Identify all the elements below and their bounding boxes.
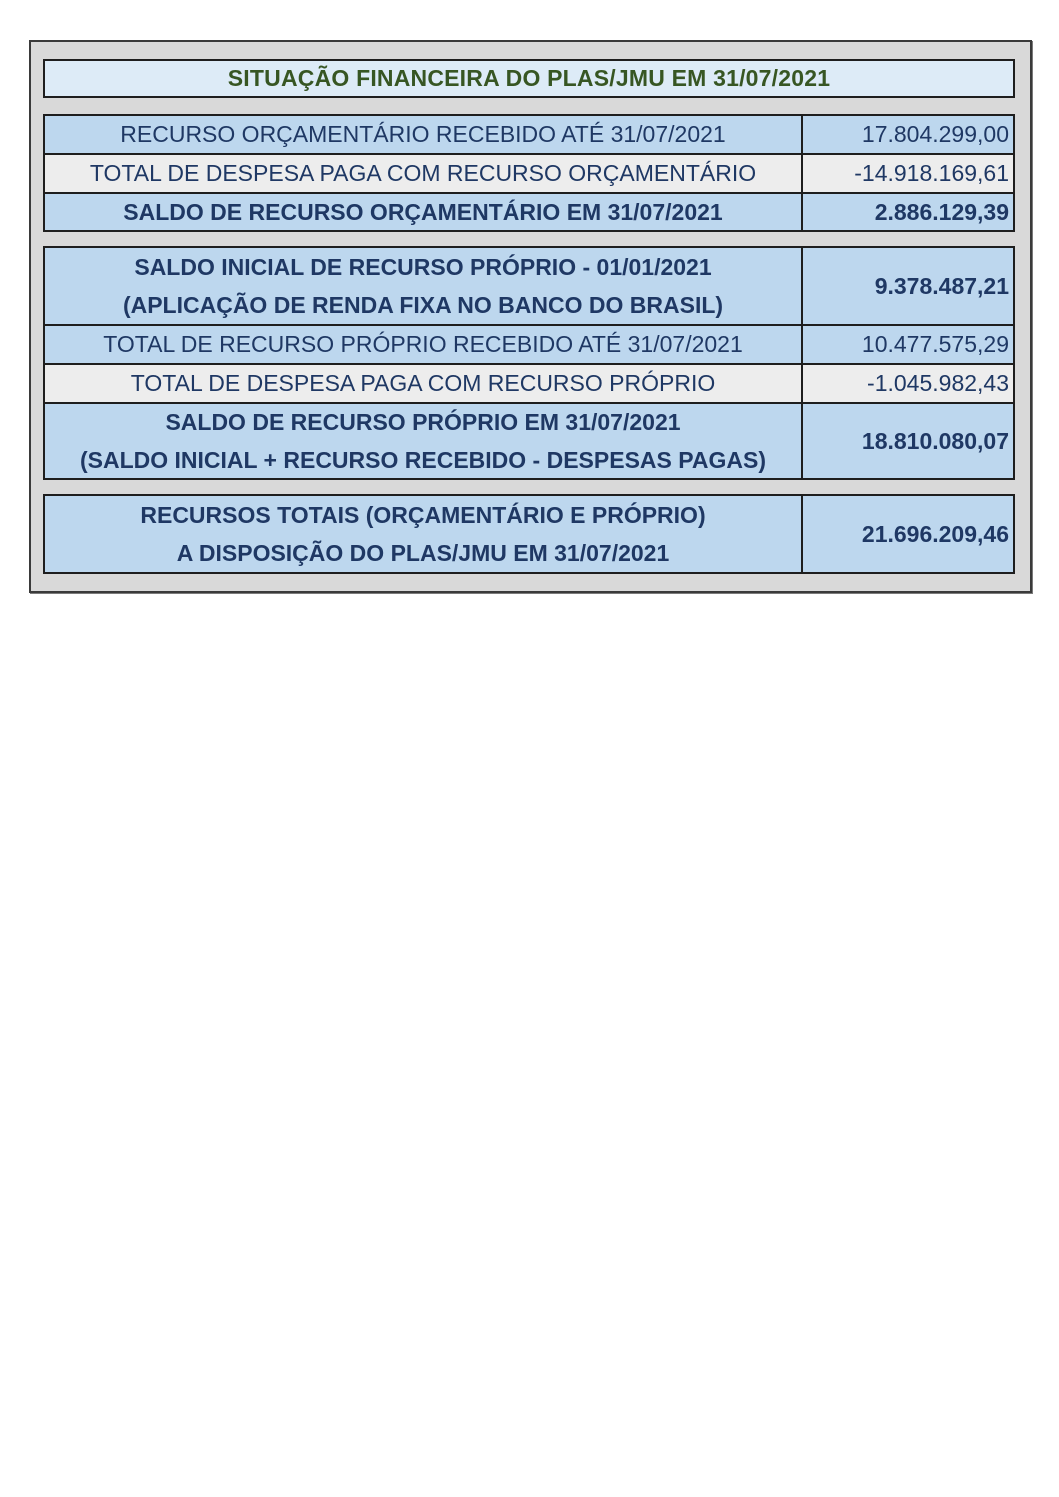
total-resources-table: [43, 494, 1015, 574]
budget-resources-table: [43, 114, 1015, 232]
own-initial-balance-value: 9.378.487,21: [874, 272, 1009, 299]
own-expense-value: -1.045.982,43: [867, 370, 1009, 396]
budget-received-value: 17.804.299,00: [861, 121, 1009, 147]
budget-balance-row: [45, 192, 1013, 230]
own-resources-table: [43, 246, 1015, 480]
own-initial-balance-row: [45, 248, 1013, 324]
own-initial-balance-label-line2: (APLICAÇÃO DE RENDA FIXA NO BANCO DO BRASIL): [122, 292, 724, 318]
own-received-row: [45, 324, 1013, 363]
report-title: SITUAÇÃO FINANCEIRA DO PLAS/JMU EM 31/07/2021: [43, 59, 1015, 98]
total-resources-value: 21.696.209,46: [861, 520, 1009, 547]
total-resources-label-line2: A DISPOSIÇÃO DO PLAS/JMU EM 31/07/2021: [176, 540, 670, 566]
own-expense-label: TOTAL DE DESPESA PAGA COM RECURSO PRÓPRIO: [45, 365, 803, 402]
total-resources-label-line1: RECURSOS TOTAIS (ORÇAMENTÁRIO E PRÓPRIO): [140, 502, 706, 528]
own-balance-row: [45, 402, 1013, 478]
budget-balance-label: SALDO DE RECURSO ORÇAMENTÁRIO EM 31/07/2021: [45, 194, 803, 230]
own-received-value: 10.477.575,29: [861, 331, 1009, 357]
budget-expense-value: -14.918.169,61: [854, 160, 1009, 186]
budget-balance-value: 2.886.129,39: [874, 198, 1009, 225]
own-expense-row: [45, 363, 1013, 402]
own-balance-label-line2: (SALDO INICIAL + RECURSO RECEBIDO - DESPESAS PAGAS): [79, 447, 767, 473]
total-resources-row: [45, 496, 1013, 572]
budget-received-row: [45, 116, 1013, 153]
budget-expense-label: TOTAL DE DESPESA PAGA COM RECURSO ORÇAMENTÁRIO: [45, 155, 803, 192]
own-balance-label-line1: SALDO DE RECURSO PRÓPRIO EM 31/07/2021: [165, 409, 681, 435]
own-initial-balance-label: [45, 248, 803, 324]
total-resources-label: [45, 496, 803, 572]
budget-expense-row: [45, 153, 1013, 192]
financial-summary-panel: [29, 40, 1032, 593]
own-received-label: TOTAL DE RECURSO PRÓPRIO RECEBIDO ATÉ 31/07/2021: [45, 326, 803, 363]
own-balance-value: 18.810.080,07: [861, 427, 1009, 454]
budget-received-label: RECURSO ORÇAMENTÁRIO RECEBIDO ATÉ 31/07/2021: [45, 116, 803, 153]
own-balance-label: [45, 404, 803, 478]
own-initial-balance-label-line1: SALDO INICIAL DE RECURSO PRÓPRIO - 01/01/2021: [134, 254, 712, 280]
